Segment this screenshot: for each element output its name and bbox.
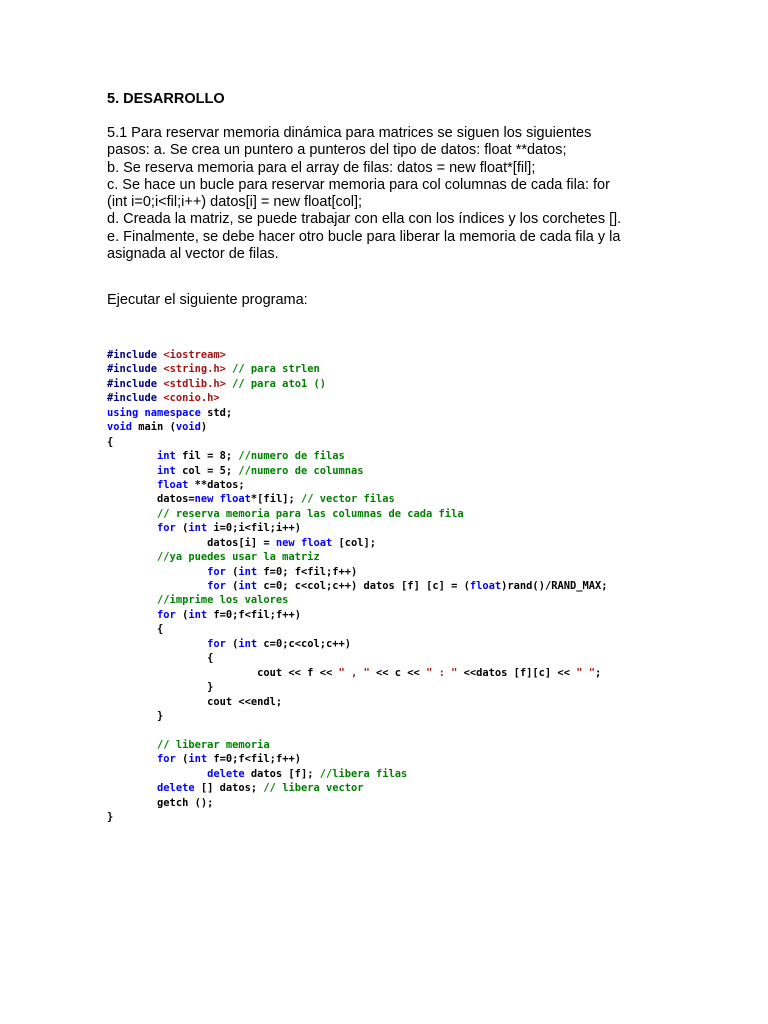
intro-line: 5.1 Para reservar memoria dinámica para matrices se siguen los siguientes xyxy=(107,125,592,141)
intro-line: c. Se hace un bucle para reservar memoria para col columnas de cada fila: for xyxy=(107,176,610,193)
run-instruction: Ejecutar el siguiente programa: xyxy=(107,292,308,308)
code-line: float **datos; xyxy=(157,478,245,491)
code-line: } xyxy=(207,681,214,694)
code-line: //ya puedes usar la matriz xyxy=(157,551,320,564)
intro-line: d. Creada la matriz, se puede trabajar con ella con los índices y los corchetes []. xyxy=(107,211,622,228)
intro-paragraph xyxy=(107,125,667,263)
intro-line: (int i=0;i<fil;i++) datos[i] = new float[col]; xyxy=(107,194,363,211)
code-line: for (int f=0;f<fil;f++) xyxy=(157,608,301,621)
intro-line: asignada al vector de filas. xyxy=(107,246,279,263)
intro-line: pasos: a. Se crea un puntero a punteros del tipo de datos: float **datos; xyxy=(107,142,567,159)
code-line: cout <<endl; xyxy=(207,695,283,708)
code-line: { xyxy=(107,435,114,448)
code-line: datos[i] = new float [col]; xyxy=(207,536,377,549)
code-line: } xyxy=(157,709,164,722)
code-line xyxy=(107,723,608,737)
code-line: cout << f << " , " << c << " : " <<datos [f][c] << " "; xyxy=(257,666,602,679)
code-line: #include <string.h> // para strlen xyxy=(107,363,320,376)
code-line: //imprime los valores xyxy=(157,594,289,607)
code-line: #include <conio.h> xyxy=(107,392,220,405)
code-line: // reserva memoria para las columnas de cada fila xyxy=(157,507,464,520)
code-line: for (int f=0; f<fil;f++) xyxy=(207,565,358,578)
code-line: delete [] datos; // libera vector xyxy=(157,782,364,795)
intro-line: e. Finalmente, se debe hacer otro bucle para liberar la memoria de cada fila y la xyxy=(107,228,621,245)
code-line: for (int c=0;c<col;c++) xyxy=(207,637,352,650)
code-line: delete datos [f]; //libera filas xyxy=(207,767,408,780)
code-line: #include <stdlib.h> // para ato1 () xyxy=(107,377,326,390)
code-line: { xyxy=(207,652,214,665)
code-line: int fil = 8; //numero de filas xyxy=(157,450,345,463)
code-line: getch (); xyxy=(157,796,214,809)
code-line: int col = 5; //numero de columnas xyxy=(157,464,364,477)
code-line: { xyxy=(157,623,164,636)
code-line: #include <iostream> xyxy=(107,349,226,361)
code-line: void main (void) xyxy=(107,421,208,434)
code-listing xyxy=(107,348,608,824)
code-line: for (int c=0; c<col;c++) datos [f] [c] = (float)rand()/RAND_MAX; xyxy=(207,580,608,592)
intro-line: b. Se reserva memoria para el array de filas: datos = new float*[fil]; xyxy=(107,159,536,176)
code-line: datos=new float*[fil]; // vector filas xyxy=(157,493,395,506)
code-line: using namespace std; xyxy=(107,406,233,419)
code-line: for (int f=0;f<fil;f++) xyxy=(157,753,301,766)
code-line: for (int i=0;i<fil;i++) xyxy=(157,522,301,535)
section-title: 5. DESARROLLO xyxy=(107,91,225,107)
code-line: // liberar memoria xyxy=(157,738,270,751)
code-line: } xyxy=(107,811,114,823)
